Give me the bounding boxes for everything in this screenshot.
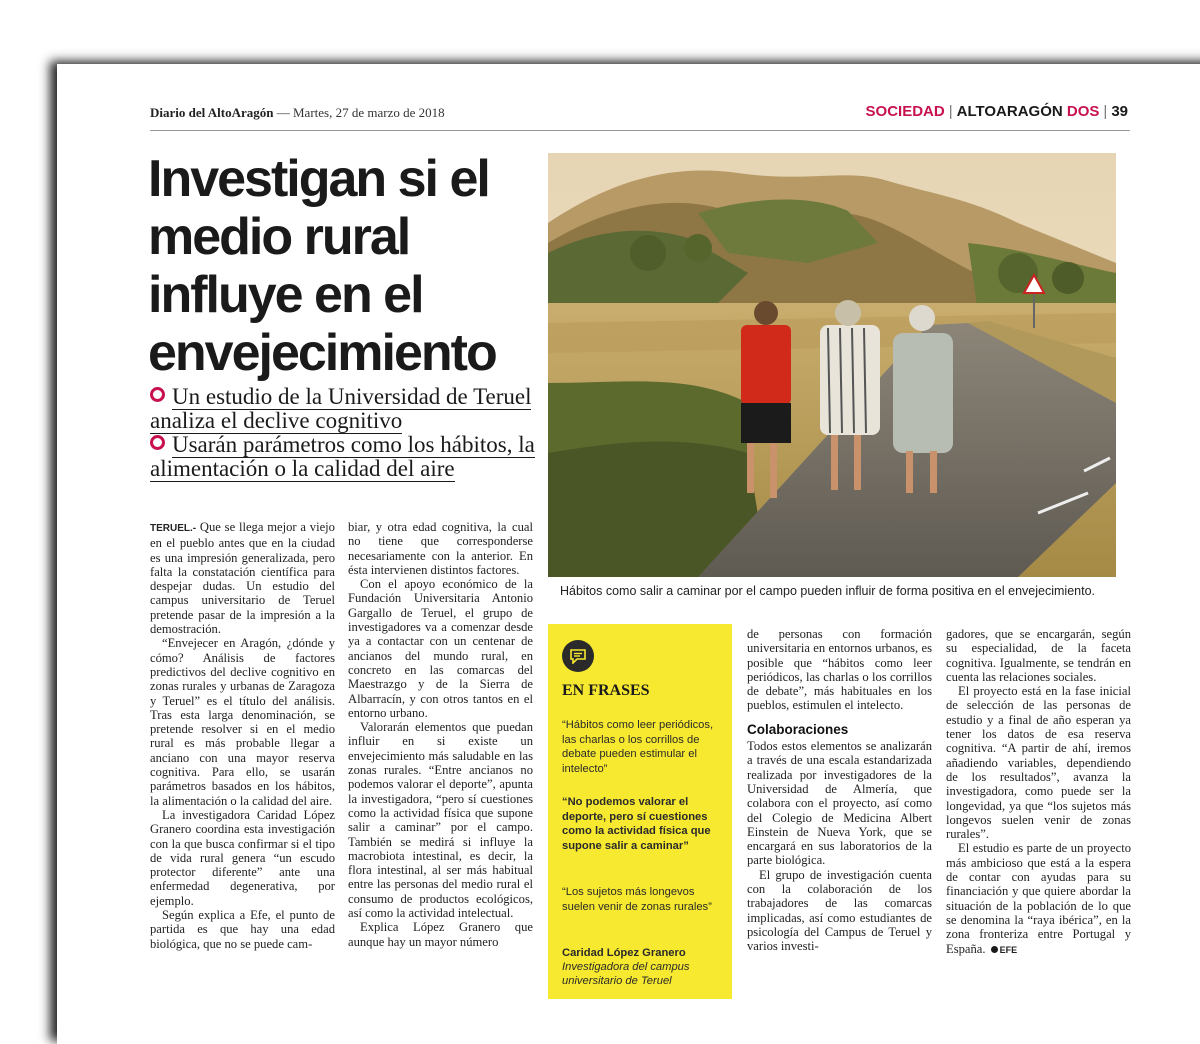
quote-author xyxy=(562,946,722,988)
quote-1: “Hábitos como leer periódicos, las charlas o los corrillos de debate pueden estimular el intelecto” xyxy=(562,719,714,775)
section-header: SOCIEDAD | ALTOARAGÓN DOS | 39 xyxy=(865,103,1128,120)
masthead xyxy=(150,105,445,121)
paragraph: de personas con formación universitaria en entornos urbanos, es posible que “hábitos como leer periódicos, las charlas o los corrillos de debate”, más habituales en los pueblos, estimulen el intelecto. xyxy=(747,627,932,713)
paragraph: El grupo de investigación cuenta con la colaboración de los trabajadores de las comarcas implicadas, así como estudiantes de psicología del Campus de Teruel y varios investi- xyxy=(747,867,932,954)
paragraph: gadores, que se encargarán, según su especialidad, de la faceta cognitiva. Igualmente, se tendrán en cuenta las relaciones sociales. xyxy=(946,627,1131,684)
body-column-2 xyxy=(348,520,533,949)
bullet-circle-icon xyxy=(150,387,165,402)
supplement-name: ALTOARAGÓN xyxy=(956,103,1063,120)
subhead-1: Un estudio de la Universidad de Teruel analiza el declive cognitivo xyxy=(150,384,532,433)
issue-date: — Martes, 27 de marzo de 2018 xyxy=(276,105,445,120)
paragraph: “Envejecer en Aragón, ¿dónde y cómo? Análisis de factores predictivos del declive cognitivo en zonas rurales y urbanas de Zaragoza y Teruel” es el título del análisis. Tras esta larga denominación, se pretende resolver si en el medio rural es más probable llegar a anciano con una mayor reserva cognitiva. Para ello, se usarán parámetros basados en los hábitos, la alimentación o la calidad del aire. xyxy=(150,636,335,808)
agency-credit: EFE xyxy=(999,944,1018,955)
paragraph: El proyecto está en la fase inicial de selección de las personas de estudio y a final de año esperan ya tener los datos de esa reserva cognitiva. “A partir de ahí, iremos añadiendo variables, dependiendo de los resultados”, avanza la investigadora, como puede ser la longevidad, ya que “los sujetos más longevos suelen venir de zonas rurales”. xyxy=(946,684,1131,842)
article-photo xyxy=(548,153,1116,577)
quotes-title: EN FRASES xyxy=(562,682,650,699)
body-column-1 xyxy=(150,520,335,951)
header-rule xyxy=(150,130,1130,131)
subheads xyxy=(150,385,535,481)
paragraph: Según explica a Efe, el punto de partida es que hay una edad biológica, que no se puede cam- xyxy=(150,908,335,951)
supplement-suffix: DOS xyxy=(1066,103,1100,120)
body-column-3 xyxy=(747,627,932,954)
speech-bubble-icon xyxy=(562,640,594,672)
page-number: 39 xyxy=(1111,103,1128,120)
paragraph: Que se llega mejor a viejo en el pueblo antes que en la ciudad es una impresión generalizada, pero falta la constatación científica para despejar dudas. Un estudio del campus universitario de Teruel pretende pasar de la impresión a la demostración. xyxy=(150,520,335,637)
photo-caption: Hábitos como salir a caminar por el campo pueden influir de forma positiva en el envejecimiento. xyxy=(560,584,1095,598)
paper-name: Diario del AltoAragón xyxy=(150,105,274,120)
headline: Investigan si el medio rural influye en el envejecimiento xyxy=(148,150,496,382)
paragraph: El estudio es parte de un proyecto más ambicioso que está a la espera de contar con ayudas para su financiación y que quiere abordar la situación de la población de lo que se denomina la “raya ibérica”, en la zona fronteriza entre Portugal y España. xyxy=(946,841,1131,956)
quote-3: “Los sujetos más longevos suelen venir de zonas rurales” xyxy=(562,886,712,913)
dateline: TERUEL.- xyxy=(150,523,197,534)
section-heading: Colaboraciones xyxy=(747,721,849,737)
body-column-4 xyxy=(946,627,1131,957)
section-name: SOCIEDAD xyxy=(865,103,945,120)
quotes-box xyxy=(548,624,732,999)
bullet-circle-icon xyxy=(150,435,165,450)
paragraph: Valorarán elementos que puedan influir en si existe un envejecimiento más saludable en las zonas rurales. “Entre ancianos no podemos valorar el deporte”, apunta la investigadora, “pero sí cuestiones como la actividad física que supone salir a caminar” por el campo. También se medirá si influye la macrobiota intestinal, es decir, la flora intestinal, al ser más habitual entre las personas del medio rural el consumo de productos ecológicos, así como la actividad intelectual. xyxy=(348,720,533,921)
paragraph: Con el apoyo económico de la Fundación Universitaria Antonio Gargallo de Teruel, el grupo de investigadores va a comenzar desde ya a contactar con un centenar de ancianos del mundo rural, en concreto en las comarcas del Maestrazgo y de la Sierra de Albarracín, y con otros tantos en el entorno urbano. xyxy=(348,577,533,720)
paragraph: Todos estos elementos se analizarán a través de una escala estandarizada realizada por investigadores de la Universidad de Almería, que colabora con el proyecto, así como del Colegio de Medicina Albert Einstein de Nueva York, que se encargará en sus laboratorios de la parte biológica. xyxy=(747,739,932,868)
author-name: Caridad López Granero xyxy=(562,947,686,959)
subhead-2: Usarán parámetros como los hábitos, la alimentación o la calidad del aire xyxy=(150,432,535,481)
quote-2: “No podemos valorar el deporte, pero sí cuestiones como la actividad física que supone salir a caminar” xyxy=(562,796,711,852)
paragraph: La investigadora Caridad López Granero coordina esta investigación con la que busca confirmar si el tipo de vida rural genera “un escudo protector diferente” ante una enfermedad degenerativa, por ejemplo. xyxy=(150,807,335,908)
paragraph: biar, y otra edad cognitiva, la cual no tiene que corresponderse necesariamente con la anterior. En ésta intervienen distintos factores. xyxy=(348,520,533,577)
paragraph: Explica López Granero que aunque hay un mayor número xyxy=(348,920,533,949)
end-mark-icon xyxy=(991,946,998,953)
author-role: Investigadora del campus universitario de Teruel xyxy=(562,961,690,987)
